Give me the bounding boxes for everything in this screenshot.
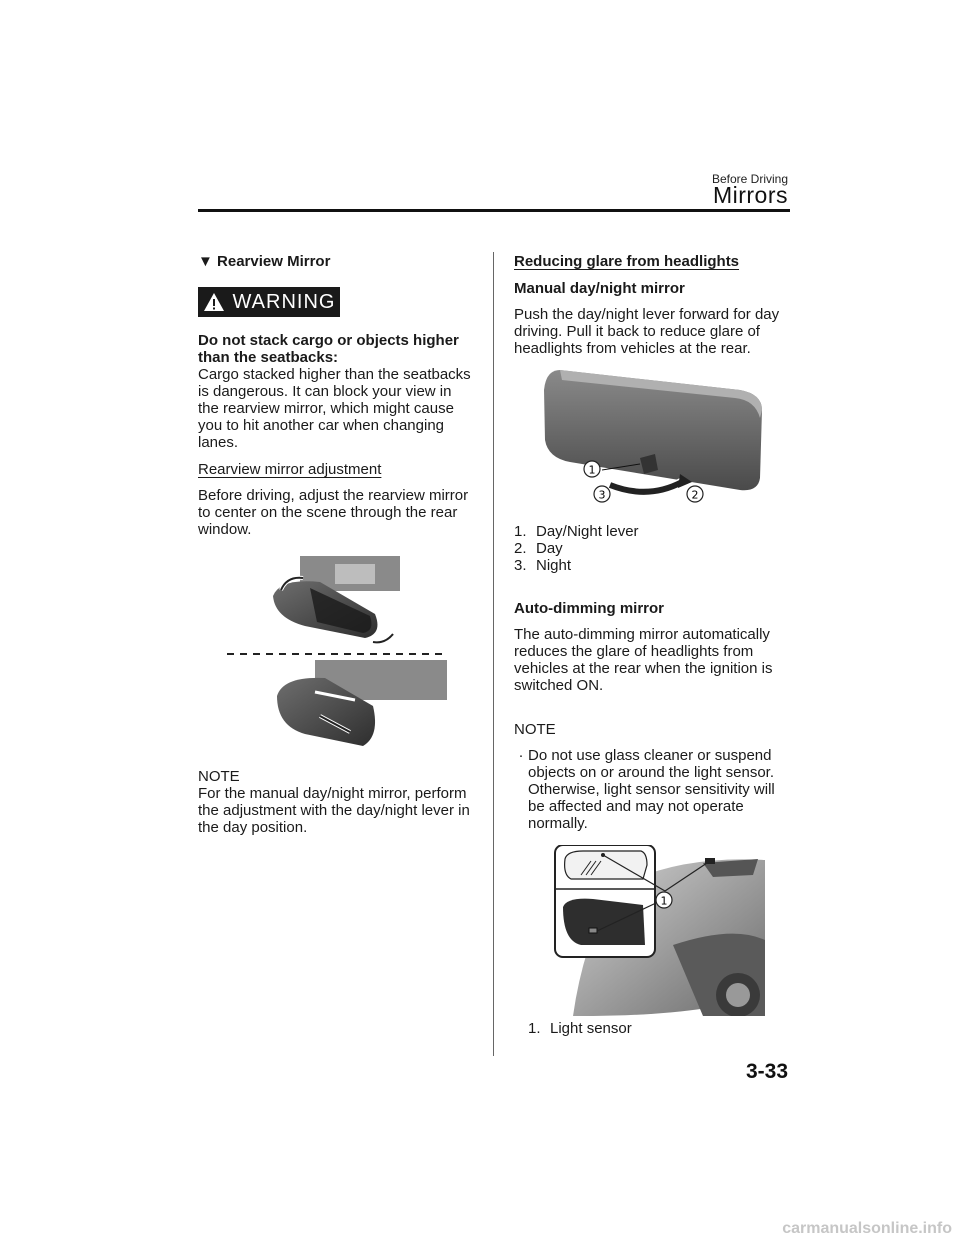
warning-text: Cargo stacked higher than the seatbacks is dangerous. It can block your view in the rearview mirror, which might cause you to hit another car when changing lanes.	[198, 366, 471, 451]
section-title: Mirrors	[712, 182, 788, 208]
glare-heading: Reducing glare from headlights	[514, 253, 740, 270]
column-divider	[493, 252, 494, 1056]
mirror-adjustment-illustration	[225, 556, 447, 760]
watermark: carmanualsonline.info	[782, 1220, 952, 1237]
warning-icon	[203, 292, 225, 312]
note-text: For the manual day/night mirror, perform the adjustment with the day/night lever in the day position.	[198, 785, 470, 836]
adjust-text: Before driving, adjust the rearview mirror to center on the scene through the rear window.	[198, 487, 469, 538]
warning-block	[198, 332, 473, 451]
note-bullet: · Do not use glass cleaner or suspend objects on or around the light sensor. Otherwise, light sensor sensitivity will be affected and may not operate normally.	[514, 747, 790, 832]
left-note	[198, 768, 473, 836]
header-rule	[198, 209, 790, 212]
manual-text: Push the day/night lever forward for day driving. Pull it back to reduce glare of headlights from vehicles at the rear.	[514, 306, 780, 357]
warning-badge: WARNING	[198, 287, 340, 317]
list-item: 3. Night	[514, 557, 572, 574]
auto-text: The auto-dimming mirror automatically reduces the glare of headlights from vehicles at the rear when the ignition is switched ON.	[514, 626, 773, 694]
callout-3: 3	[598, 488, 606, 502]
note-label: NOTE	[198, 768, 240, 785]
light-sensor-illustration	[553, 845, 765, 1016]
callout-sensor-1: 1	[660, 894, 668, 908]
right-note-label: NOTE	[514, 721, 556, 738]
manual-list	[514, 523, 639, 574]
list-item: 2. Day	[514, 540, 563, 557]
callout-2: 2	[691, 488, 699, 502]
callout-1: 1	[588, 463, 596, 477]
rearview-mirror-heading: ▼ Rearview Mirror	[198, 253, 331, 270]
chapter-title: Before Driving	[711, 172, 788, 186]
manual-heading: Manual day/night mirror	[514, 280, 685, 297]
triangle-down-icon: ▼	[198, 253, 213, 270]
page-number: 3-33	[745, 1060, 788, 1083]
adjust-heading: Rearview mirror adjustment	[198, 461, 382, 478]
day-night-mirror-illustration	[540, 370, 765, 505]
bullet-dot: ·	[518, 747, 524, 764]
list-item: 1. Day/Night lever	[514, 523, 639, 540]
warning-title: Do not stack cargo or objects higher than the seatbacks:	[198, 332, 459, 366]
sensor-list	[528, 1020, 632, 1037]
auto-heading: Auto-dimming mirror	[514, 600, 664, 617]
list-item: 1. Light sensor	[528, 1020, 632, 1037]
